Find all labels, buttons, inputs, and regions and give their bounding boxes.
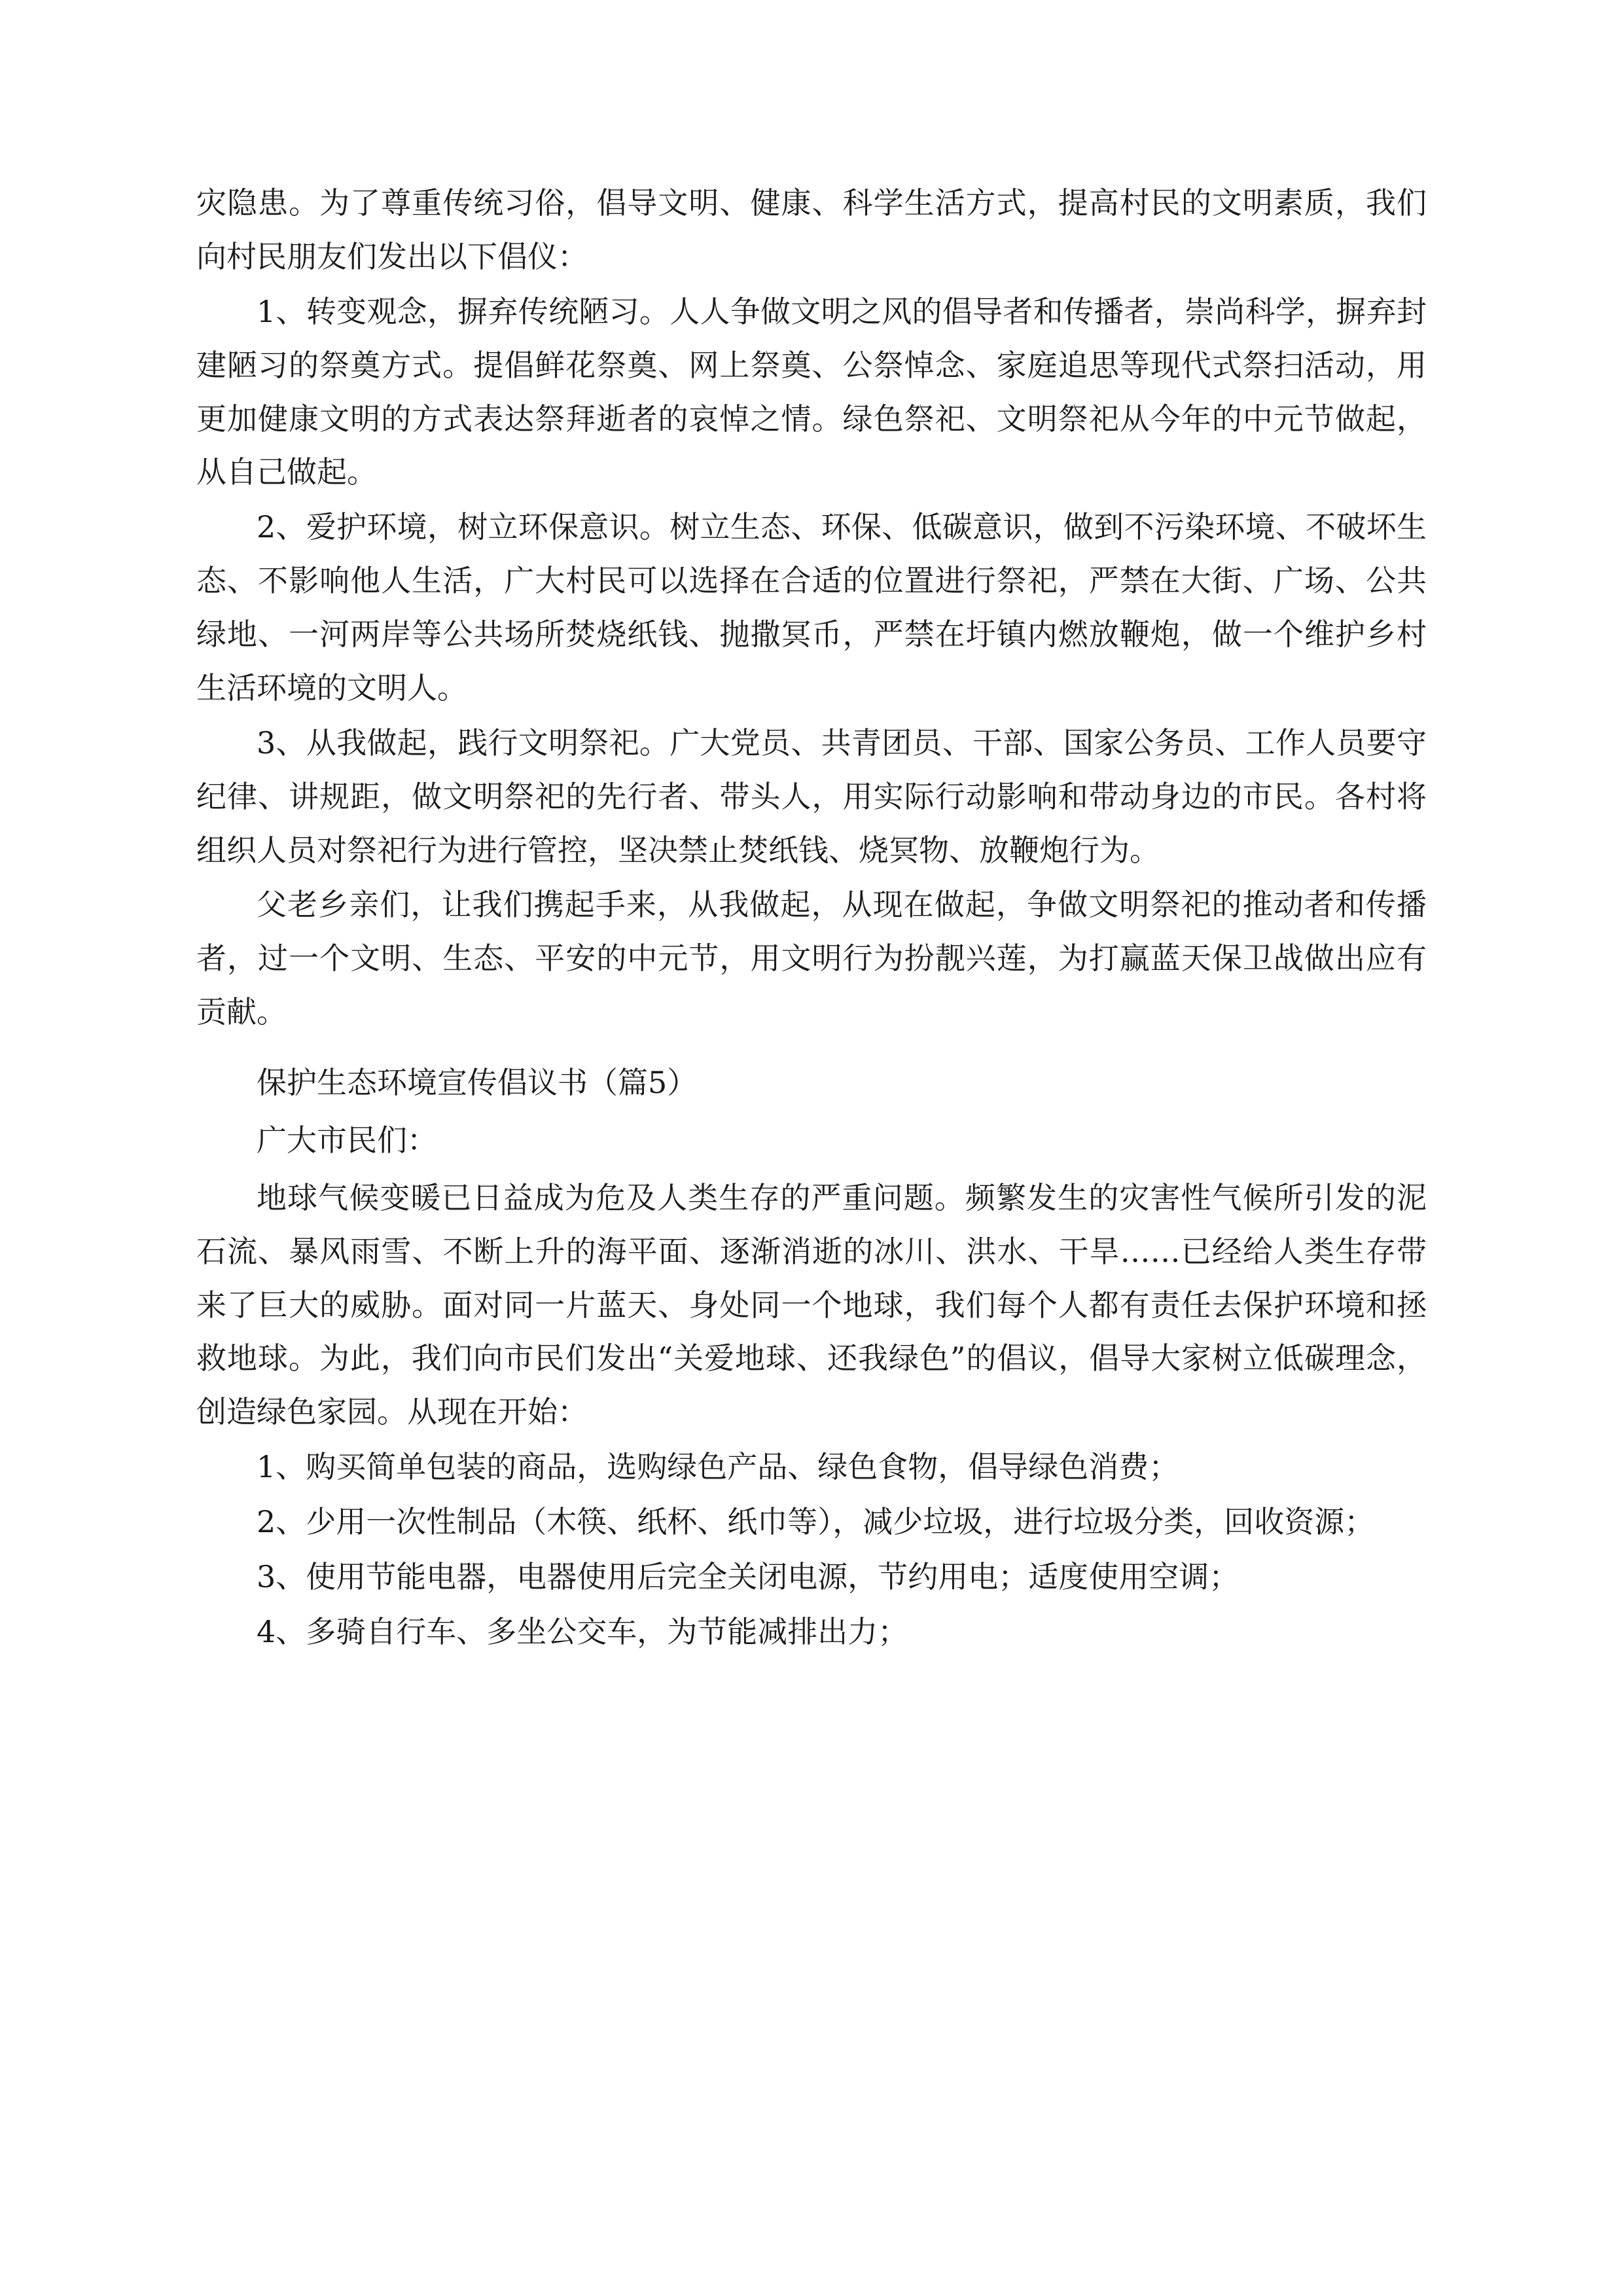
section-paragraph-item-2: 2、少用一次性制品（木筷、纸杯、纸巾等），减少垃圾，进行垃圾分类，回收资源； [257,1504,1375,1539]
paragraph-item-2: 2、爱护环境，树立环保意识。树立生态、环保、低碳意识，做到不污染环境、不破坏生态、不影响他人生活，广大村民可以选择在合适的位置进行祭祀，严禁在大街、广场、公共绿地、一河两岸等公共场所焚烧纸钱、抛撒冥币，严禁在圩镇内燃放鞭炮，做一个维护乡村生活环境的文明人。 [196,509,1427,706]
paragraph-closing: 父老乡亲们，让我们携起手来，从我做起，从现在做起，争做文明祭祀的推动者和传播者，过一个文明、生态、平安的中元节，用文明行为扮靓兴莲，为打赢蓝天保卫战做出应有贡献。 [196,887,1427,1030]
paragraph-item-1: 1、转变观念，摒弃传统陋习。人人争做文明之风的倡导者和传播者，崇尚科学，摒弃封建陋习的祭奠方式。提倡鲜花祭奠、网上祭奠、公祭悼念、家庭追思等现代式祭扫活动，用更加健康文明的方式表达祭拜逝者的哀悼之情。绿色祭祀、文明祭祀从今年的中元节做起，从自己做起。 [196,293,1427,490]
salutation: 广大市民们： [257,1122,437,1158]
paragraph-item-3: 3、从我做起，践行文明祭祀。广大党员、共青团员、干部、国家公务员、工作人员要守纪律、讲规距，做文明祭祀的先行者、带头人，用实际行动影响和带动身边的市民。各村将组织人员对祭祀行为进行管控，坚决禁止焚纸钱、烧冥物、放鞭炮行为。 [196,725,1427,868]
section-heading: 保护生态环境宣传倡议书（篇5） [257,1065,698,1100]
section-paragraph-intro: 地球气候变暖已日益成为危及人类生存的严重问题。频繁发生的灾害性气候所引发的泥石流、暴风雨雪、不断上升的海平面、逐渐消逝的冰川、洪水、干旱……已经给人类生存带来了巨大的威胁。面对同一片蓝天、身处同一个地球，我们每个人都有责任去保护环境和拯救地球。为此，我们向市民们发出“关爱地球、还我绿色”的倡议，倡导大家树立低碳理念，创造绿色家园。从现在开始： [196,1179,1427,1430]
paragraph-intro: 灾隐患。为了尊重传统习俗，倡导文明、健康、科学生活方式，提高村民的文明素质，我们向村民朋友们发出以下倡仪： [196,185,1427,274]
section-paragraph-item-3: 3、使用节能电器，电器使用后完全关闭电源，节约用电；适度使用空调； [257,1558,1240,1594]
section-paragraph-item-4: 4、多骑自行车、多坐公交车，为节能减排出力； [257,1613,908,1649]
document-body [196,177,1427,1659]
section-paragraph-item-1: 1、购买简单包装的商品，选购绿色产品、绿色食物，倡导绿色消费； [257,1449,1179,1485]
